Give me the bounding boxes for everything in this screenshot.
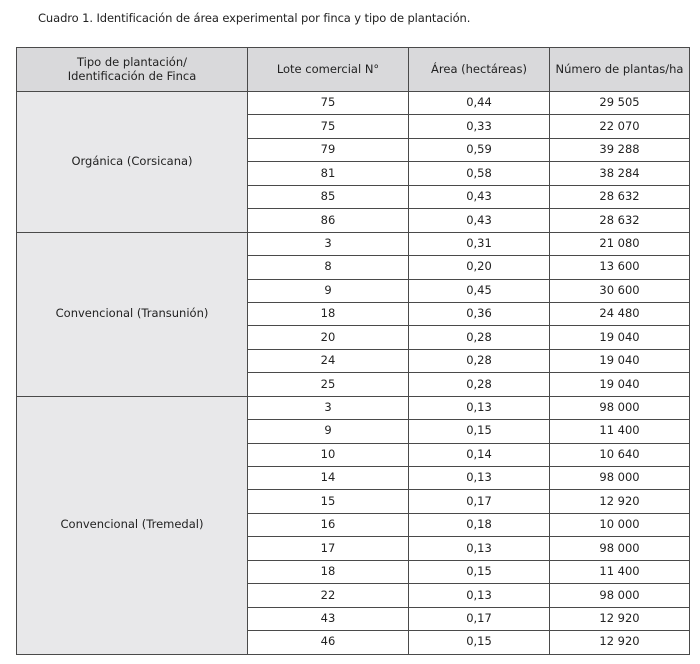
lote-cell: 10 — [248, 443, 409, 466]
area-cell: 0,28 — [409, 373, 550, 396]
lote-cell: 24 — [248, 349, 409, 372]
lote-cell: 75 — [248, 115, 409, 138]
plantas-cell: 19 040 — [550, 326, 690, 349]
area-cell: 0,36 — [409, 302, 550, 325]
table-caption: Cuadro 1. Identificación de área experimental por finca y tipo de plantación. — [38, 11, 471, 25]
plantas-cell: 12 920 — [550, 607, 690, 630]
area-cell: 0,13 — [409, 467, 550, 490]
lote-cell: 20 — [248, 326, 409, 349]
area-cell: 0,20 — [409, 256, 550, 279]
area-cell: 0,31 — [409, 232, 550, 255]
lote-cell: 75 — [248, 92, 409, 115]
area-cell: 0,17 — [409, 490, 550, 513]
lote-cell: 15 — [248, 490, 409, 513]
plantas-cell: 13 600 — [550, 256, 690, 279]
area-cell: 0,18 — [409, 513, 550, 536]
area-cell: 0,28 — [409, 326, 550, 349]
plantas-cell: 98 000 — [550, 467, 690, 490]
plantas-cell: 28 632 — [550, 209, 690, 232]
lote-cell: 25 — [248, 373, 409, 396]
plantas-cell: 19 040 — [550, 373, 690, 396]
header-plantation-type — [17, 48, 248, 92]
lote-cell: 8 — [248, 256, 409, 279]
lote-cell: 9 — [248, 420, 409, 443]
lote-cell: 43 — [248, 607, 409, 630]
area-cell: 0,15 — [409, 420, 550, 443]
plantas-cell: 30 600 — [550, 279, 690, 302]
area-cell: 0,58 — [409, 162, 550, 185]
plantas-cell: 19 040 — [550, 349, 690, 372]
farm-group-cell: Convencional (Tremedal) — [17, 396, 248, 654]
area-cell: 0,13 — [409, 537, 550, 560]
area-cell: 0,13 — [409, 584, 550, 607]
plantas-cell: 39 288 — [550, 138, 690, 161]
plantas-cell: 28 632 — [550, 185, 690, 208]
area-cell: 0,59 — [409, 138, 550, 161]
farm-group-cell: Orgánica (Corsicana) — [17, 92, 248, 233]
lote-cell: 86 — [248, 209, 409, 232]
plantas-cell: 22 070 — [550, 115, 690, 138]
lote-cell: 18 — [248, 560, 409, 583]
plantas-cell: 98 000 — [550, 396, 690, 419]
area-cell: 0,43 — [409, 209, 550, 232]
lote-cell: 85 — [248, 185, 409, 208]
area-cell: 0,13 — [409, 396, 550, 419]
plantas-cell: 21 080 — [550, 232, 690, 255]
area-cell: 0,14 — [409, 443, 550, 466]
plantas-cell: 10 640 — [550, 443, 690, 466]
area-cell: 0,33 — [409, 115, 550, 138]
area-cell: 0,44 — [409, 92, 550, 115]
table-row — [17, 396, 690, 419]
header-plantation-type-line2: Identificación de Finca — [67, 68, 197, 83]
plantas-cell: 24 480 — [550, 302, 690, 325]
plantas-cell: 98 000 — [550, 537, 690, 560]
lote-cell: 3 — [248, 232, 409, 255]
header-area: Área (hectáreas) — [409, 48, 550, 92]
plantas-cell: 12 920 — [550, 490, 690, 513]
plantas-cell: 11 400 — [550, 420, 690, 443]
lote-cell: 18 — [248, 302, 409, 325]
table-row — [17, 92, 690, 115]
lote-cell: 9 — [248, 279, 409, 302]
header-lote: Lote comercial N° — [248, 48, 409, 92]
lote-cell: 14 — [248, 467, 409, 490]
plantas-cell: 38 284 — [550, 162, 690, 185]
table-row — [17, 232, 690, 255]
header-plantas: Número de plantas/ha — [550, 48, 690, 92]
plantas-cell: 11 400 — [550, 560, 690, 583]
plantas-cell: 10 000 — [550, 513, 690, 536]
experimental-area-table — [16, 47, 690, 655]
lote-cell: 17 — [248, 537, 409, 560]
area-cell: 0,17 — [409, 607, 550, 630]
area-cell: 0,15 — [409, 560, 550, 583]
plantas-cell: 29 505 — [550, 92, 690, 115]
lote-cell: 81 — [248, 162, 409, 185]
lote-cell: 22 — [248, 584, 409, 607]
table-header-row — [17, 48, 690, 92]
lote-cell: 16 — [248, 513, 409, 536]
area-cell: 0,45 — [409, 279, 550, 302]
lote-cell: 79 — [248, 138, 409, 161]
plantas-cell: 98 000 — [550, 584, 690, 607]
lote-cell: 46 — [248, 631, 409, 654]
area-cell: 0,28 — [409, 349, 550, 372]
table-body — [17, 92, 690, 655]
area-cell: 0,43 — [409, 185, 550, 208]
header-plantation-type-line1: Tipo de plantación/ — [77, 54, 187, 69]
lote-cell: 3 — [248, 396, 409, 419]
farm-group-cell: Convencional (Transunión) — [17, 232, 248, 396]
plantas-cell: 12 920 — [550, 631, 690, 654]
area-cell: 0,15 — [409, 631, 550, 654]
